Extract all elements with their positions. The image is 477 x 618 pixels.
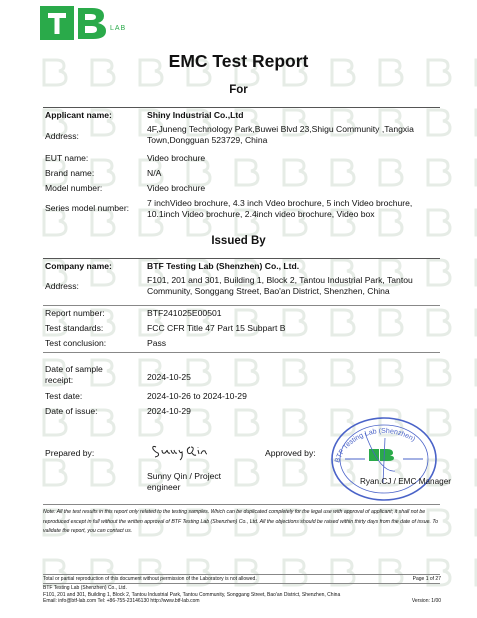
divider: [43, 107, 440, 108]
prepared-by-name: Sunny Qin / Project engineer: [147, 471, 222, 492]
applicant-name-label: Applicant name:: [45, 110, 112, 120]
test-standards-label: Test standards:: [45, 323, 104, 333]
series-value: 7 inchVideo brochure, 4.3 inch Vdeo brochure, 5 inch Video brochure, 10.1inch Video brochure, 2.4inch video brochure, Video box: [147, 198, 413, 219]
footer-line-4: [43, 598, 441, 605]
issue-date: 2024-10-29: [147, 406, 191, 416]
sample-receipt-label: Date of sample receipt:: [45, 364, 103, 385]
page-title: EMC Test Report: [168, 51, 309, 71]
test-date: 2024-10-26 to 2024-10-29: [147, 391, 247, 401]
eut-value: Video brochure: [147, 153, 206, 163]
approved-by-label: Approved by:: [265, 448, 316, 458]
footer-line-1: [43, 576, 441, 583]
footer-contact[interactable]: Email: info@btf-lab.com Tel: +86-755-23146130 http://www.btf-lab.com: [43, 598, 200, 604]
test-conclusion-label: Test conclusion:: [45, 338, 107, 348]
brand-label: Brand name:: [45, 168, 95, 178]
footer-address: F101, 201 and 301, Building 1, Block 2, Tantou Industrial Park, Tantou Community, Songgang Street, Bao'an District, Shenzhen, China: [43, 591, 341, 598]
test-standards: FCC CFR Title 47 Part 15 Subpart B: [147, 323, 286, 333]
company-address: F101, 201 and 301, Building 1, Block 2, Tantou Industrial Park, Tantou Community, Songgang Street, Bao'an District, Shenzhen, China: [147, 275, 413, 296]
model-value: Video brochure: [147, 183, 206, 193]
footer-reproduction-note: Total or partial reproduction of this document without permission of the Laboratory is not allowed.: [43, 576, 257, 582]
footer-company: BTF Testing Lab (Shenzhen) Co., Ltd.: [43, 585, 127, 591]
watermark-mark: [284, 460, 306, 485]
logo-text: LAB: [110, 25, 127, 32]
version: Version: 1/00: [411, 598, 441, 604]
company-name-label: Company name:: [45, 261, 112, 271]
logo-mark: [40, 6, 74, 40]
prepared-signature: [150, 441, 220, 463]
approved-by-name: Ryan.CJ / EMC Manager: [360, 477, 452, 486]
issued-by-heading: Issued By: [211, 235, 266, 247]
report-note: Note: All the test results in this report only related to the testing samples. Which can be duplicated completely for the legal use with approval of applicant; it shall not be reproduced except in full without the written approval of BTF Testing Lab (Shenzhen) Co., Ltd. All the objections should be raised within thirty days from the date of issue. To validate the report, you can contact us.: [43, 509, 438, 534]
for-heading: For: [229, 84, 248, 96]
issue-date-label: Date of issue:: [45, 406, 98, 416]
divider: [43, 583, 440, 584]
model-label: Model number:: [45, 183, 103, 193]
test-date-label: Test date:: [45, 391, 83, 401]
report-number-label: Report number:: [45, 308, 105, 318]
watermark-mark: [92, 160, 114, 185]
divider: [43, 352, 440, 353]
page-number: Page 1 of 27: [412, 576, 441, 582]
logo-letter-b: [76, 6, 108, 40]
divider: [43, 305, 440, 306]
svg-text:BTF Testing Lab (Shenzhen): BTF Testing Lab (Shenzhen): [334, 427, 417, 464]
divider: [43, 258, 440, 259]
series-label: Series model number:: [45, 203, 130, 213]
prepared-by-label: Prepared by:: [45, 448, 95, 458]
company-seal-stamp: [325, 413, 443, 501]
company-name: BTF Testing Lab (Shenzhen) Co., Ltd.: [147, 261, 300, 271]
divider: [43, 504, 440, 505]
applicant-address-label: Address:: [45, 131, 79, 141]
applicant-name: Shiny Industrial Co.,Ltd: [147, 110, 244, 120]
test-conclusion: Pass: [147, 338, 167, 348]
brand-value: N/A: [147, 168, 162, 178]
report-number: BTF241025E00501: [147, 308, 222, 318]
applicant-address: 4F,Juneng Technology Park,Buwei Blvd 23,Shigu Community ,Tangxia Town,Dongguan 523729, China: [147, 124, 414, 145]
btf-logo: [40, 6, 140, 40]
watermark-mark: [92, 460, 114, 485]
divider: [43, 574, 440, 575]
company-address-label: Address:: [45, 281, 79, 291]
watermark-mark: [44, 460, 66, 485]
sample-receipt-date: 2024-10-25: [147, 372, 191, 382]
eut-label: EUT name:: [45, 153, 89, 163]
